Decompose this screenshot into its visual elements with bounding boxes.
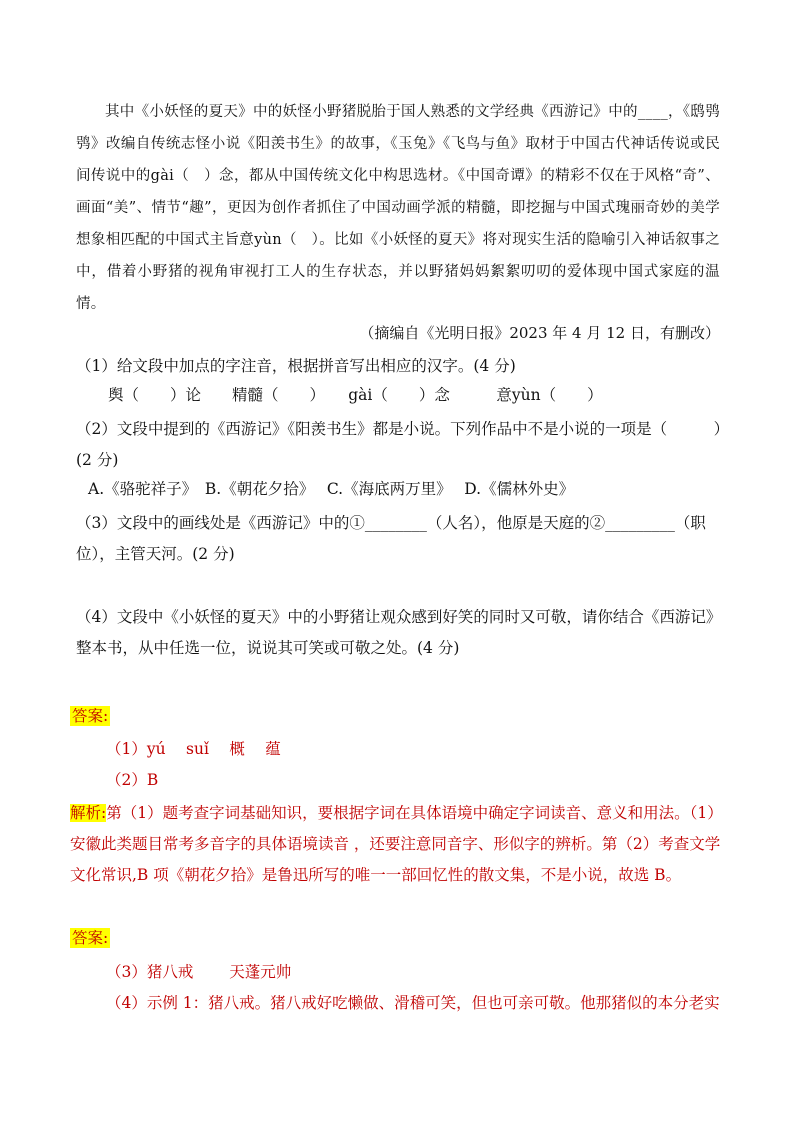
answer-1: （1）yú suǐ 概 蕴: [106, 740, 281, 758]
passage-source: （摘编自《光明日报》2023 年 4 月 12 日，有删改）: [359, 324, 720, 342]
passage-text: 其中《小妖怪的夏天》中的妖怪小野猪脱胎于国人熟悉的文学经典《西游记》中的____，《鸱鸮鸮》改编自传统志怪小说《阳羡书生》的故事，《玉兔》《飞鸟与鱼》取材于中国古代神话传说或民间传说中的gài（ ）念，都从中国传统文化中构思选材。《中国奇谭》的精彩不仅在于风格“奇”、画面“美”、情节“趣”，更因为创作者抓住了中国动画学派的精髓，即挖掘与中国式瑰丽奇妙的美学想象相匹配的中国式主旨意yùn（ ）。比如《小妖怪的夏天》将对现实生活的隐喻引入神话叙事之中，借着小野猪的视角审视打工人的生存状态，并以野猪妈妈絮絮叨叨的爱体现中国式家庭的温情。: [76, 104, 720, 312]
answer-4: （4）示例 1：猪八戒。猪八戒好吃懒做、滑稽可笑，但也可亲可敬。他那猪似的本分老实: [106, 994, 720, 1012]
analysis-block: [70, 798, 730, 891]
reading-passage: [76, 96, 720, 320]
question-1: （1）给文段中加点的字注音，根据拼音写出相应的汉字。(4 分): [76, 357, 516, 375]
analysis-text: 第（1）题考查字词基础知识，要根据字词在具体语境中确定字词读音、意义和用法。（1）安徽此类题目常考多音字的具体语境读音 ，还要注意同音字、形似字的辨析。第（2）考查文学文化常识,B 项《朝花夕拾》是鲁迅所写的唯一一部回忆性的散文集，不是小说，故选 B。: [70, 804, 723, 884]
analysis-label: 解析:: [70, 804, 107, 822]
answer-2: （2）B: [106, 771, 159, 789]
answer-tag: 答案:: [72, 707, 109, 725]
question-4: （4）文段中《小妖怪的夏天》中的小野猪让观众感到好笑的同时又可敬，请你结合《西游记》整本书，从中任选一位，说说其可笑或可敬之处。(4 分): [76, 608, 722, 657]
answer-tag-2: 答案:: [72, 929, 109, 947]
question-2-options: A.《骆驼祥子》 B.《朝花夕拾》 C.《海底两万里》 D.《儒林外史》: [88, 480, 575, 498]
answer-3: （3）猪八戒 天蓬元帅: [106, 963, 292, 981]
question-3: （3）文段中的画线处是《西游记》中的①________（人名），他原是天庭的②_________（职位），主管天河。(2 分): [76, 514, 706, 563]
question-1-items: 舆（ ）论 精髓（ ） gài（ ）念 意yùn（ ）: [108, 386, 603, 404]
question-2: （2）文段中提到的《西游记》《阳羡书生》都是小说。下列作品中不是小说的一项是（ ）(2 分): [76, 420, 722, 469]
